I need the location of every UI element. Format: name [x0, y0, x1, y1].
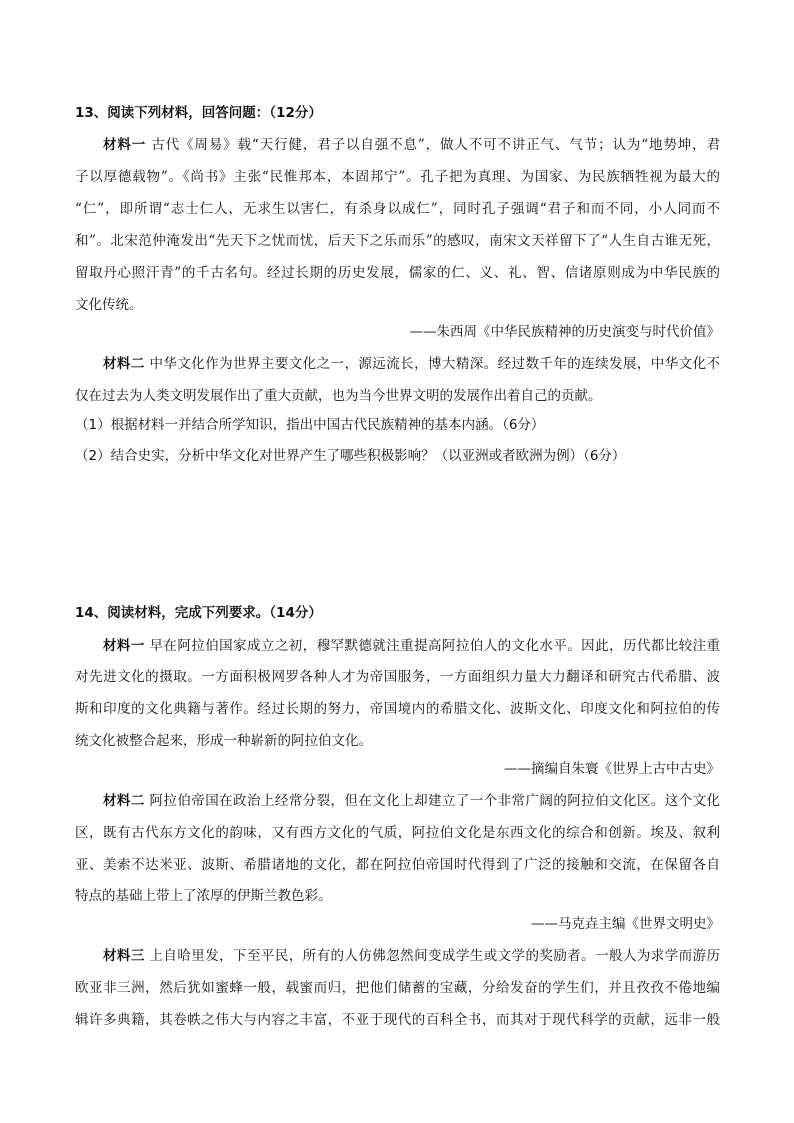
q14-m2-line-3: 特点的基础上带上了浓厚的伊斯兰教色彩。 [75, 888, 332, 904]
q13-m1-line-3: 和”。北宋范仲淹发出“先天下之忧而忧，后天下之乐而乐”的感叹，南宋文天祥留下了“人生自古谁无死， [75, 233, 720, 249]
q14-m1-line-0 [103, 637, 720, 655]
q13-sub-question-2: （2）结合史实，分析中华文化对世界产生了哪些积极影响？（以亚洲或者欧洲为例）（6分） [75, 448, 626, 464]
q13-m1-line-2: “仁”，即所谓“志士仁人，无求生以害仁，有杀身以成仁”，同时孔子强调“君子和而不同，小人同而不 [75, 201, 720, 217]
q13-sub-question-1: （1）根据材料一并结合所学知识，指出中国古代民族精神的基本内涵。（6分） [75, 417, 545, 433]
q14-m3-label: 材料三 [103, 948, 145, 964]
q13-m2-line-0 [103, 355, 720, 373]
q14-m3-line-2: 辑许多典籍，其卷帙之伟大与内容之丰富，不亚于现代的百科全书，而其对于现代科学的贡献，远非一般 [75, 1012, 720, 1028]
q14-m1-line-2: 斯和印度的文化典籍与著作。经过长期的努力，帝国境内的希腊文化、波斯文化、印度文化和阿拉伯的传 [75, 701, 720, 717]
q13-m1-line-1: 子以厚德载物”。《尚书》主张“民惟邦本，本固邦宁”。孔子把为真理、为国家、为民族牺牲视为最大的 [75, 169, 720, 185]
q14-m1-label: 材料一 [103, 638, 145, 654]
q14-m2-line-1: 区，既有古代东方文化的韵味，又有西方文化的气质，阿拉伯文化是东西文化的综合和创新。埃及、叙利 [75, 825, 720, 841]
q14-m3-text-0: 上自哈里发，下至平民，所有的人仿佛忽然间变成学生或文学的奖励者。一般人为求学而游历 [144, 948, 720, 964]
q14-m2-label: 材料二 [103, 793, 145, 809]
q13-title-suffix: 分） [294, 105, 322, 121]
q14-m2-text-0: 阿拉伯帝国在政治上经常分裂，但在文化上却建立了一个非常广阔的阿拉伯文化区。这个文化 [144, 793, 720, 809]
q14-m1-text-0: 早在阿拉伯国家成立之初，穆罕默德就注重提高阿拉伯人的文化水平。因此，历代都比较注重 [144, 638, 720, 654]
q13-title-prefix: 13、阅读下列材料，回答问题：（ [75, 105, 277, 121]
q14-title-score: 14 [276, 605, 295, 621]
q13-m2-line-1: 仅在过去为人类文明发展作出了重大贡献，也为当今世界文明的发展作出着自己的贡献。 [75, 388, 602, 404]
q14-title-suffix: 分） [294, 605, 322, 621]
q14-m2-line-2: 亚、美索不达米亚、波斯、希腊诸地的文化，都在阿拉伯帝国时代得到了广泛的接触和交流，在保留各自 [75, 857, 720, 873]
q14-m3-line-1: 欧亚非三洲，然后犹如蜜蜂一般，载蜜而归，把他们储蓄的宝藏，分给发奋的学生们，并且孜孜不倦地编 [75, 980, 720, 996]
q14-title [75, 604, 720, 622]
q13-m1-source: ——朱西周《中华民族精神的历史演变与时代价值》 [409, 324, 720, 340]
q13-m1-label: 材料一 [103, 137, 147, 153]
q14-m1-source: ——摘编自朱寰《世界上古中古史》 [504, 761, 720, 777]
q13-m1-line-0 [103, 136, 720, 154]
q13-title-score: 12 [276, 105, 295, 121]
q13-m2-text-0: 中华文化作为世界主要文化之一，源远流长，博大精深。经过数千年的连续发展，中华文化不 [144, 356, 720, 372]
q13-m2-label: 材料二 [103, 356, 145, 372]
q13-m1-line-4: 留取丹心照汗青”的千古名句。经过长期的历史发展，儒家的仁、义、礼、智、信诸原则成为中华民族的 [75, 265, 720, 281]
q14-m3-line-0 [103, 947, 720, 965]
q13-m1-line-5: 文化传统。 [75, 297, 143, 313]
q14-title-prefix: 14、阅读材料，完成下列要求。（ [75, 605, 277, 621]
q14-m1-line-3: 统文化被整合起来，形成一种崭新的阿拉伯文化。 [75, 733, 372, 749]
q14-m2-line-0 [103, 792, 720, 810]
q13-title [75, 104, 720, 122]
q13-m1-text-0: 古代《周易》载“天行健，君子以自强不息”，做人不可不讲正气、气节；认为“地势坤，君 [146, 137, 720, 153]
q14-m1-line-1: 对先进文化的摄取。一方面积极网罗各种人才为帝国服务，一方面组织力量大力翻译和研究古代希腊、波 [75, 669, 720, 685]
q14-m2-source: ——马克垚主编《世界文明史》 [531, 916, 720, 932]
